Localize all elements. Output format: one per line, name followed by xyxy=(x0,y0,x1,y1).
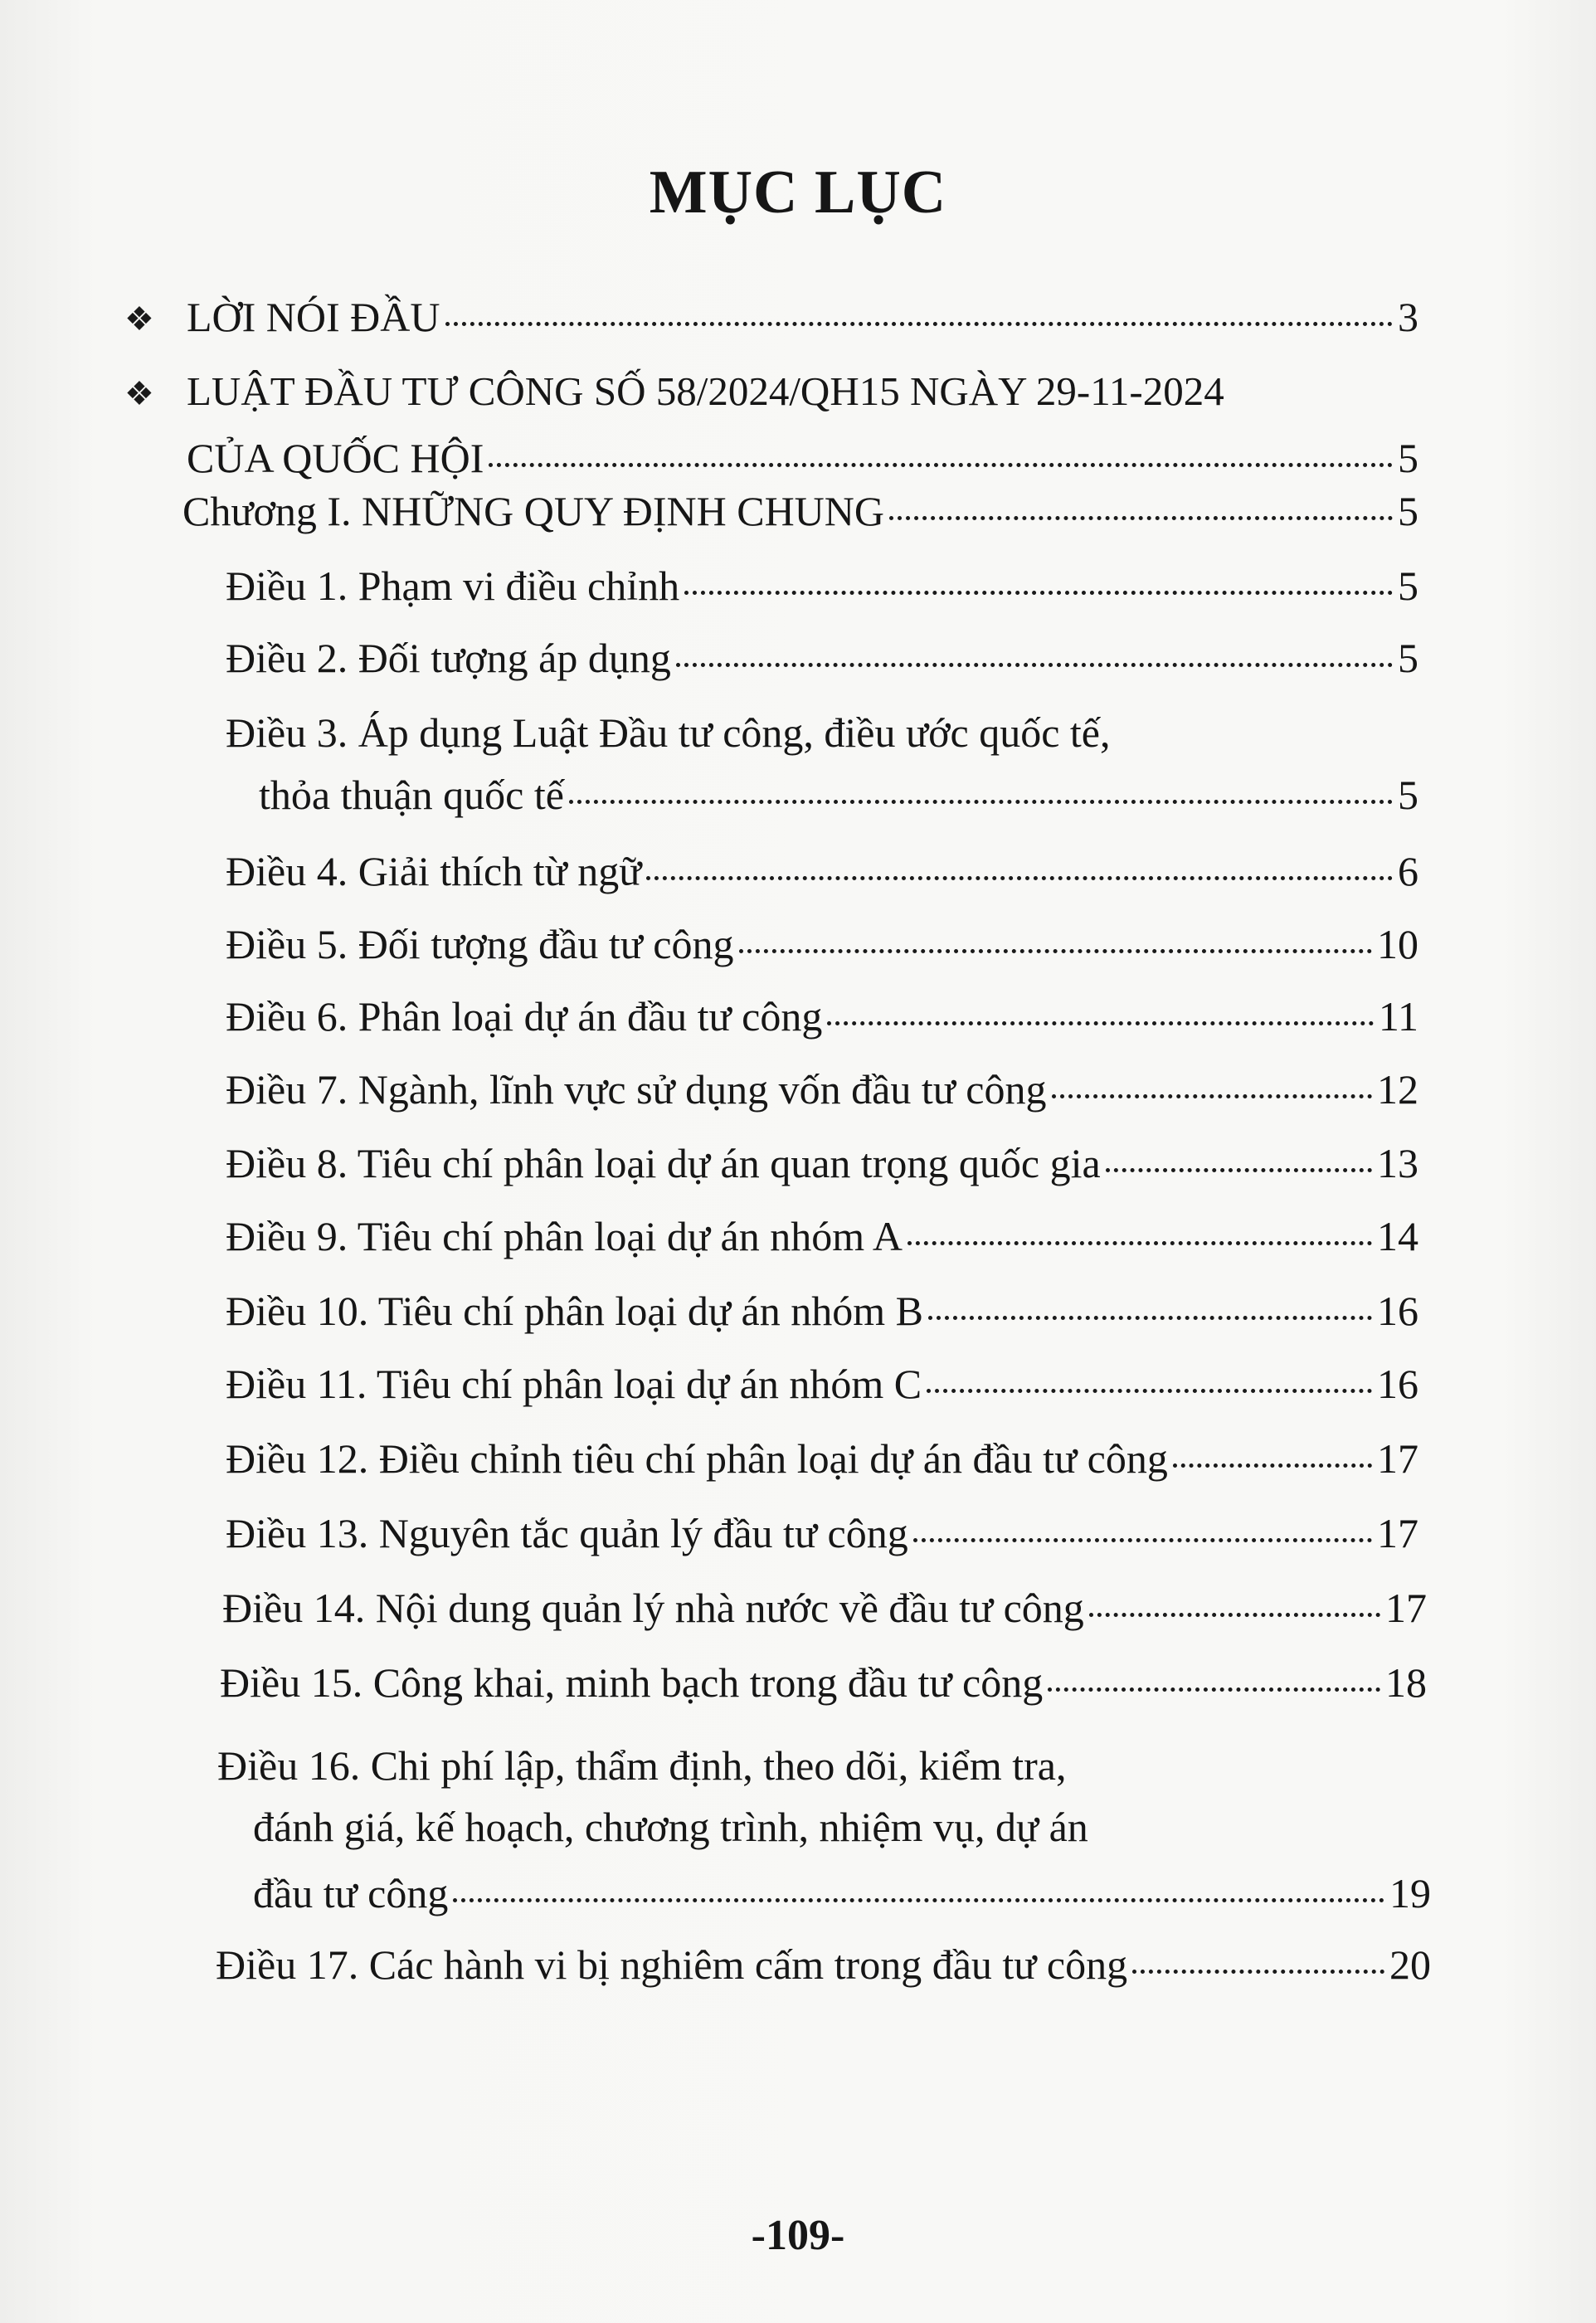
toc-entry-page: 20 xyxy=(1389,1941,1431,1988)
toc-entry-label: Điều 14. Nội dung quản lý nhà nước về đầu tư công xyxy=(222,1585,1084,1631)
dot-leader xyxy=(1106,1168,1372,1172)
dot-leader xyxy=(928,1316,1372,1320)
dot-leader xyxy=(676,663,1393,667)
toc-entry-line: LUẬT ĐẦU TƯ CÔNG SỐ 58/2024/QH15 NGÀY 29-11-2024 xyxy=(187,368,1224,414)
dot-leader xyxy=(684,591,1393,595)
toc-entry xyxy=(226,846,1418,896)
four-diamond-bullet-icon: ❖ xyxy=(124,300,154,338)
toc-entry-line: Điều 16. Chi phí lập, thẩm định, theo dõi, kiểm tra, xyxy=(217,1742,1067,1789)
toc-entry xyxy=(226,991,1418,1041)
toc-entry-label: đầu tư công xyxy=(253,1870,449,1916)
dot-leader xyxy=(739,949,1373,953)
toc-entry-page: 5 xyxy=(1398,435,1418,481)
dot-leader xyxy=(889,516,1393,520)
toc-entry xyxy=(226,1359,1418,1409)
toc-entry xyxy=(259,770,1418,820)
dot-leader xyxy=(913,1538,1372,1542)
toc-entry xyxy=(226,919,1418,969)
toc-entry-label: Điều 10. Tiêu chí phân loại dự án nhóm B xyxy=(226,1288,923,1334)
dot-leader xyxy=(1048,1687,1380,1692)
dot-leader xyxy=(907,1241,1372,1245)
toc-entry-page: 19 xyxy=(1389,1870,1431,1916)
toc-entry-label: Điều 17. Các hành vi bị nghiêm cấm trong đầu tư công xyxy=(216,1941,1128,1988)
toc-entry-label: Điều 7. Ngành, lĩnh vực sử dụng vốn đầu tư công xyxy=(226,1066,1047,1113)
dot-leader xyxy=(1132,1970,1384,1974)
dot-leader xyxy=(489,463,1393,467)
toc-entry-page: 12 xyxy=(1377,1066,1418,1113)
toc-entry-label: thỏa thuận quốc tế xyxy=(259,772,564,818)
toc-entry xyxy=(187,433,1418,483)
page-number: -109- xyxy=(751,2212,845,2259)
toc-entry-page: 5 xyxy=(1398,562,1418,609)
toc-entry-label: Điều 1. Phạm vi điều chỉnh xyxy=(226,562,680,609)
toc-entry xyxy=(222,1583,1427,1633)
dot-leader xyxy=(646,876,1393,880)
dot-leader xyxy=(1052,1094,1372,1098)
dot-leader xyxy=(827,1021,1374,1025)
toc-entry-page: 10 xyxy=(1377,921,1418,967)
toc-entry xyxy=(182,486,1418,536)
toc-entry-page: 5 xyxy=(1398,488,1418,534)
toc-entry xyxy=(187,292,1418,342)
toc-entry-label: Điều 2. Đối tượng áp dụng xyxy=(226,635,671,681)
toc-entry-label: Điều 8. Tiêu chí phân loại dự án quan trọng quốc gia xyxy=(226,1140,1101,1186)
toc-entry-label: Điều 5. Đối tượng đầu tư công xyxy=(226,921,734,967)
dot-leader xyxy=(453,1898,1384,1902)
toc-entry-label: Chương I. NHỮNG QUY ĐỊNH CHUNG xyxy=(182,488,884,534)
toc-entry-label: Điều 9. Tiêu chí phân loại dự án nhóm A xyxy=(226,1213,903,1259)
toc-entry-page: 16 xyxy=(1377,1361,1418,1407)
toc-entry-page: 17 xyxy=(1377,1435,1418,1482)
toc-entry xyxy=(226,1211,1418,1261)
toc-entry-label: CỦA QUỐC HỘI xyxy=(187,435,484,481)
toc-entry-page: 18 xyxy=(1385,1659,1427,1706)
toc-entry xyxy=(253,1868,1431,1918)
toc-entry-page: 16 xyxy=(1377,1288,1418,1334)
toc-entry-page: 3 xyxy=(1398,294,1418,340)
toc-entry-label: LỜI NÓI ĐẦU xyxy=(187,294,440,340)
toc-entry xyxy=(226,1138,1418,1188)
toc-entry-page: 13 xyxy=(1377,1140,1418,1186)
toc-entry xyxy=(226,1508,1418,1558)
dot-leader xyxy=(445,322,1394,326)
toc-entry-page: 5 xyxy=(1398,772,1418,818)
toc-entry xyxy=(226,633,1418,683)
dot-leader xyxy=(927,1389,1372,1393)
page-title: MỤC LỤC xyxy=(649,158,947,226)
toc-entry-page: 5 xyxy=(1398,635,1418,681)
toc-entry-label: Điều 12. Điều chỉnh tiêu chí phân loại dự án đầu tư công xyxy=(226,1435,1168,1482)
dot-leader xyxy=(1089,1613,1380,1617)
dot-leader xyxy=(1173,1463,1372,1468)
toc-entry-page: 14 xyxy=(1377,1213,1418,1259)
toc-entry xyxy=(226,1286,1418,1336)
toc-entry-page: 17 xyxy=(1385,1585,1427,1631)
four-diamond-bullet-icon: ❖ xyxy=(124,375,154,412)
toc-entry-page: 6 xyxy=(1398,848,1418,894)
toc-entry-line: Điều 3. Áp dụng Luật Đầu tư công, điều ước quốc tế, xyxy=(226,709,1111,756)
toc-entry-label: Điều 4. Giải thích từ ngữ xyxy=(226,848,642,894)
toc-entry-page: 17 xyxy=(1377,1510,1418,1556)
toc-entry xyxy=(226,1064,1418,1114)
toc-entry xyxy=(216,1940,1431,1989)
toc-entry-label: Điều 11. Tiêu chí phân loại dự án nhóm C xyxy=(226,1361,922,1407)
dot-leader xyxy=(569,800,1393,804)
toc-entry-line: đánh giá, kế hoạch, chương trình, nhiệm vụ, dự án xyxy=(253,1804,1088,1850)
toc-entry xyxy=(226,561,1418,611)
toc-entry-page: 11 xyxy=(1378,993,1418,1040)
toc-entry-label: Điều 13. Nguyên tắc quản lý đầu tư công xyxy=(226,1510,908,1556)
toc-entry xyxy=(220,1658,1427,1707)
toc-entry-label: Điều 15. Công khai, minh bạch trong đầu tư công xyxy=(220,1659,1044,1706)
toc-entry-label: Điều 6. Phân loại dự án đầu tư công xyxy=(226,993,823,1040)
toc-entry xyxy=(226,1434,1418,1483)
